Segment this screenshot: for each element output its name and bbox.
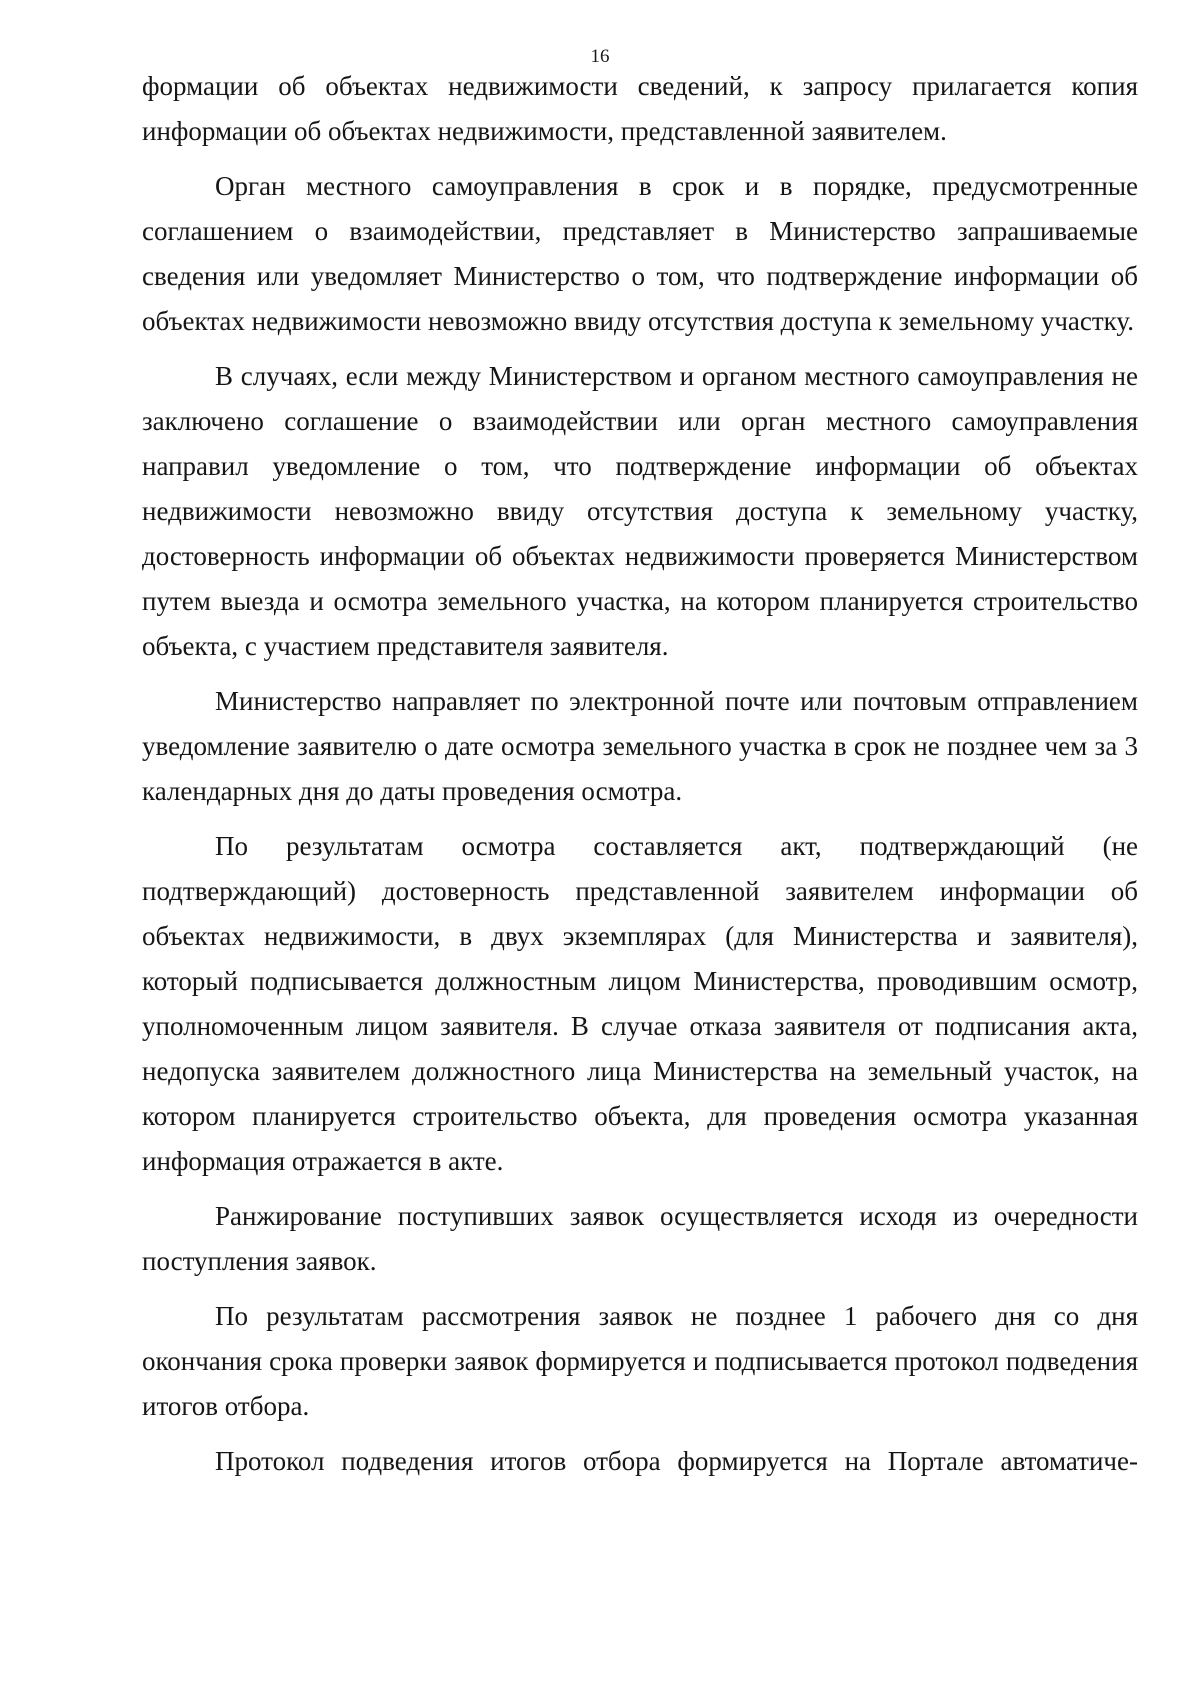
document-body — [142, 64, 1138, 1494]
paragraph-portal-protocol: Протокол подведения итогов отбора формируется на Портале автоматиче- — [215, 1446, 1138, 1476]
paragraph-inspection-act: По результатам осмотра составляется акт, подтверждающий (не подтверждающий) достоверность представленной заявителем информации об объектах недвижимости, в двух экземплярах (для Министерства и заявителя), который подписывается должностным лицом Министерства, проводившим осмотр, уполномоченным лицом заявителя. В случае отказа заявителя от подписания акта, недопуска заявителем должностного лица Министерства на земельный участок, на котором планируется строительство объекта, для проведения осмотра указанная информация отражается в акте. — [142, 831, 1138, 1176]
paragraph-inspection-notification: Министерство направляет по электронной почте или почтовым отправлением уведомление заявителю о дате осмотра земельного участка в срок не позднее чем за 3 календарных дня до даты проведения осмотра. — [142, 686, 1138, 806]
paragraph-selection-protocol: По результатам рассмотрения заявок не позднее 1 рабочего дня со дня окончания срока проверки заявок формируется и подписывается протокол подведения итогов отбора. — [142, 1301, 1138, 1421]
paragraph-site-inspection-cases: В случаях, если между Министерством и органом местного самоуправления не заключено соглашение о взаимодействии или орган местного самоуправления направил уведомление о том, что подтверждение информации об объектах недвижимости невозможно ввиду отсутствия доступа к земельному участку, достоверность информации об объектах недвижимости проверяется Министерством путем выезда и осмотра земельного участка, на котором планируется строительство объекта, с участием представителя заявителя. — [142, 361, 1138, 661]
paragraph-continuation: формации об объектах недвижимости сведений, к запросу прилагается копия информации об объектах недвижимости, представленной заявителем. — [142, 71, 1138, 146]
page-number: 16 — [590, 46, 610, 67]
paragraph-local-government-response: Орган местного самоуправления в срок и в порядке, предусмотренные соглашением о взаимодействии, представляет в Министерство запрашиваемые сведения или уведомляет Министерство о том, что подтверждение информации об объектах недвижимости невозможно ввиду отсутствия доступа к земельному участку. — [142, 171, 1138, 336]
paragraph-application-ranking: Ранжирование поступивших заявок осуществляется исходя из очередности поступления заявок. — [142, 1201, 1138, 1276]
